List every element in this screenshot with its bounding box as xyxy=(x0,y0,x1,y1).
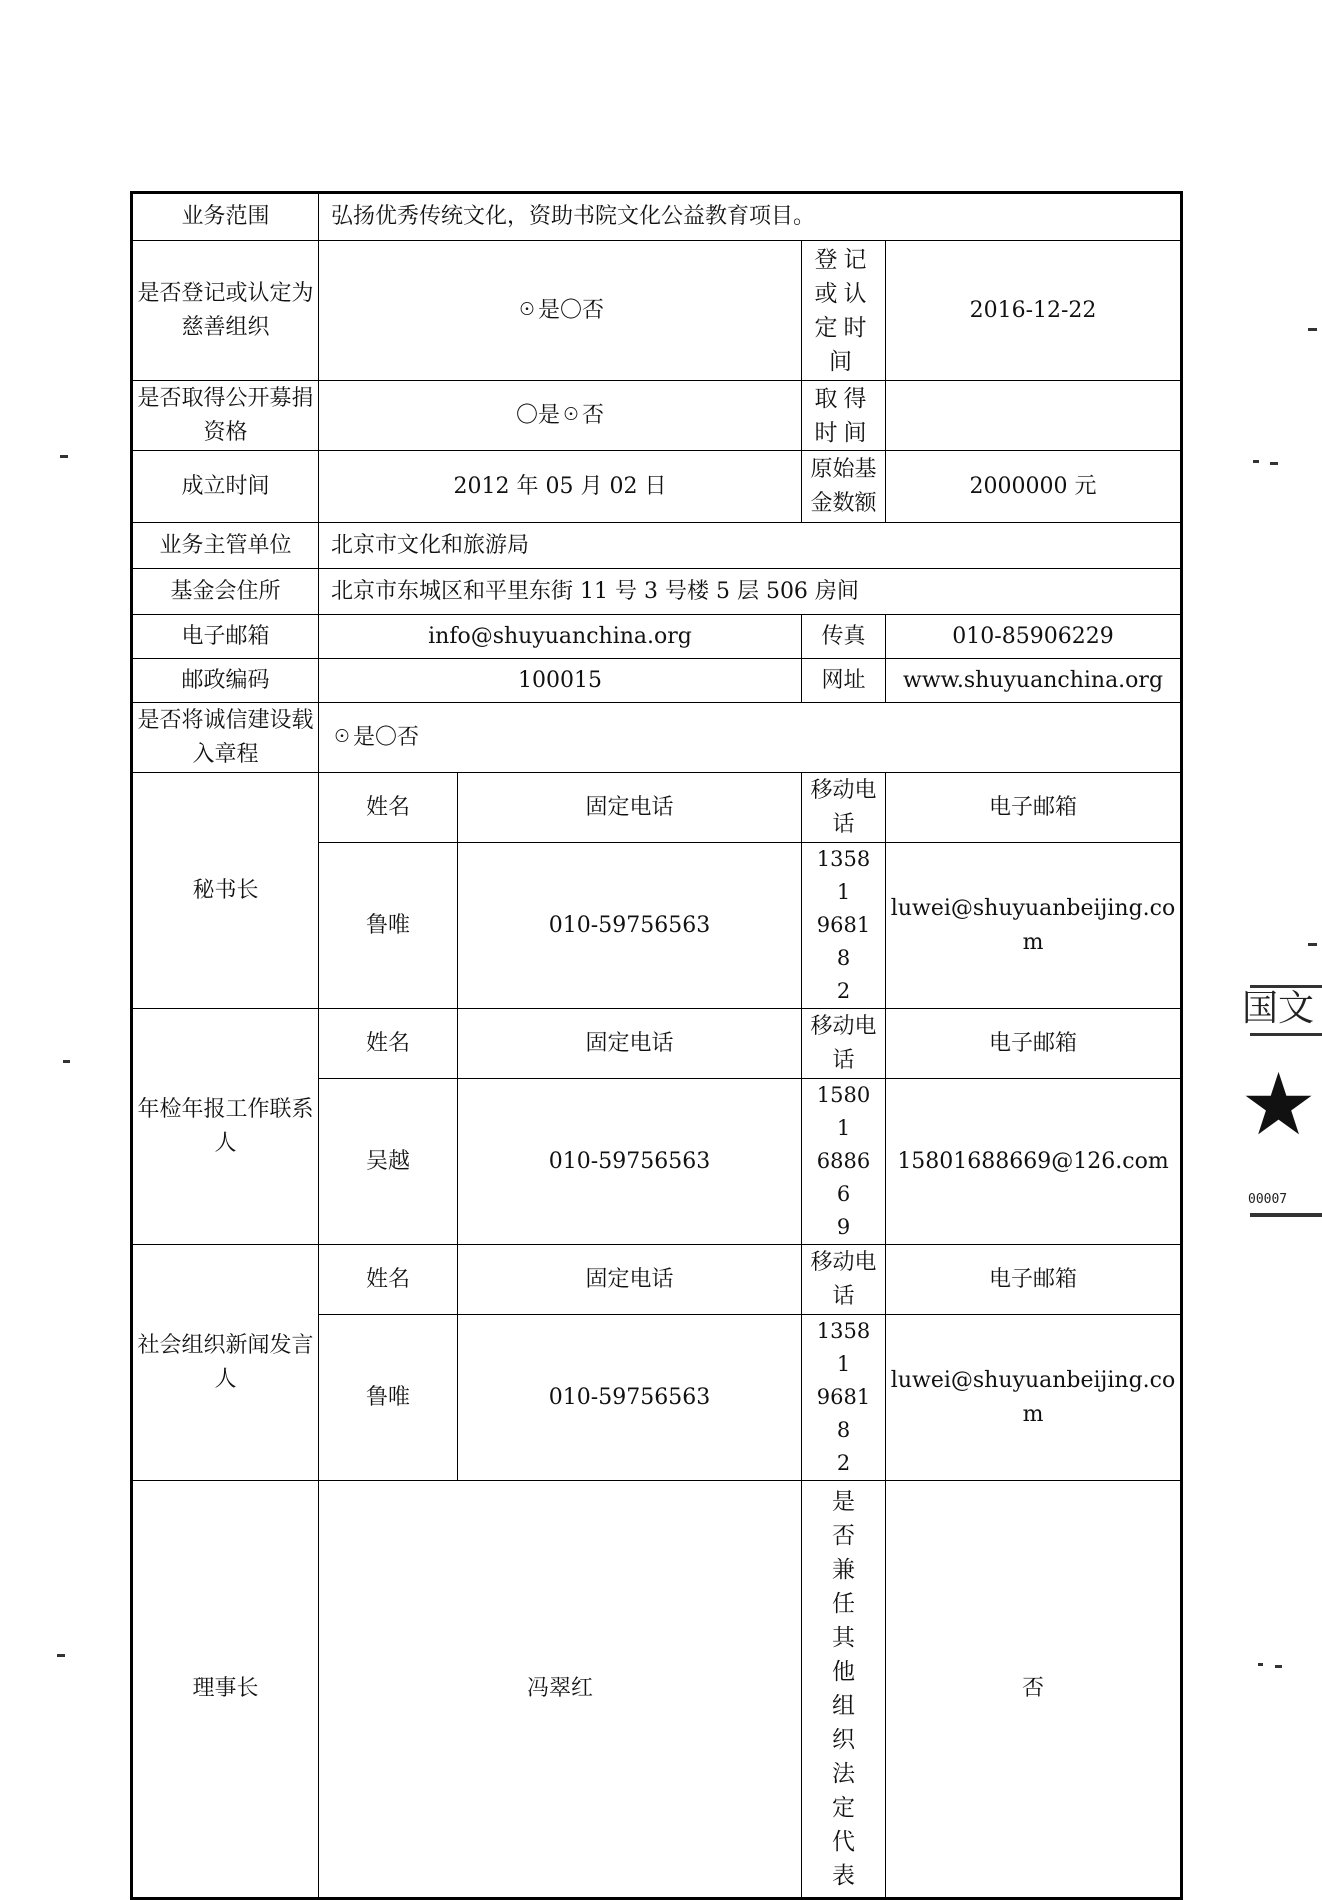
row-email-fax xyxy=(132,615,1182,659)
edge-scan-fragment xyxy=(1240,985,1322,1245)
name-header: 姓名 xyxy=(319,1009,458,1079)
public-fundraising-label: 是否取得公开募捐资格 xyxy=(132,381,319,451)
website-label: 网址 xyxy=(802,659,886,703)
edge-line xyxy=(1250,1033,1322,1036)
charity-date-value: 2016-12-22 xyxy=(886,241,1182,381)
integrity-label: 是否将诚信建设载入章程 xyxy=(132,703,319,773)
established-value: 2012 年 05 月 02 日 xyxy=(319,451,802,523)
mobile-line: 96818 xyxy=(816,1385,871,1442)
row-charity xyxy=(132,241,1182,381)
contact-phone: 010-59756563 xyxy=(458,843,802,1009)
business-scope-value: 弘扬优秀传统文化，资助书院文化公益教育项目。 xyxy=(319,193,1182,241)
contact-name: 鲁唯 xyxy=(319,843,458,1009)
contact-header-row xyxy=(132,1245,1182,1315)
name-header: 姓名 xyxy=(319,1245,458,1315)
row-business-scope xyxy=(132,193,1182,241)
edge-line xyxy=(1250,1213,1322,1217)
fax-label: 传真 xyxy=(802,615,886,659)
mobile-line: 13581 xyxy=(816,1319,871,1376)
star-icon: ★ xyxy=(1240,1055,1318,1155)
scan-speck xyxy=(1253,460,1259,463)
concurrent-label-char: 织 xyxy=(832,1727,855,1753)
contact-role: 社会组织新闻发言人 xyxy=(132,1245,319,1481)
original-fund-value: 2000000 元 xyxy=(886,451,1182,523)
scan-speck xyxy=(1275,1665,1282,1668)
concurrent-label-char: 否 xyxy=(832,1523,855,1549)
email-header: 电子邮箱 xyxy=(886,1009,1182,1079)
row-established xyxy=(132,451,1182,523)
row-address xyxy=(132,569,1182,615)
scan-speck xyxy=(1308,943,1317,946)
contact-mobile xyxy=(802,1315,886,1481)
website-value: www.shuyuanchina.org xyxy=(886,659,1182,703)
contact-mobile xyxy=(802,1079,886,1245)
phone-header: 固定电话 xyxy=(458,773,802,843)
concurrent-label xyxy=(802,1481,886,1899)
row-supervisor xyxy=(132,523,1182,569)
concurrent-label-text xyxy=(802,1485,885,1893)
mobile-line: 2 xyxy=(836,979,851,1003)
scan-speck xyxy=(1258,1663,1263,1666)
email-header: 电子邮箱 xyxy=(886,1245,1182,1315)
scan-speck xyxy=(60,455,68,458)
integrity-value: ☉是〇否 xyxy=(319,703,1182,773)
scan-speck xyxy=(1270,462,1278,465)
concurrent-label-char: 代 xyxy=(832,1829,855,1855)
contact-header-row xyxy=(132,773,1182,843)
foundation-info-form xyxy=(130,191,1180,1900)
chairman-name: 冯翠红 xyxy=(319,1481,802,1899)
postcode-label: 邮政编码 xyxy=(132,659,319,703)
postcode-value: 100015 xyxy=(319,659,802,703)
mobile-header: 移动电话 xyxy=(802,773,886,843)
mobile-line: 9 xyxy=(836,1215,851,1239)
public-fundraising-value: 〇是☉否 xyxy=(319,381,802,451)
charity-value: ☉是〇否 xyxy=(319,241,802,381)
business-scope-label: 业务范围 xyxy=(132,193,319,241)
contact-email: luwei@shuyuanbeijing.com xyxy=(886,1315,1182,1481)
fax-value: 010-85906229 xyxy=(886,615,1182,659)
contact-email: 15801688669@126.com xyxy=(886,1079,1182,1245)
contact-mobile xyxy=(802,843,886,1009)
chairman-label: 理事长 xyxy=(132,1481,319,1899)
concurrent-label-char: 表 xyxy=(832,1863,855,1889)
contact-name: 鲁唯 xyxy=(319,1315,458,1481)
contact-phone: 010-59756563 xyxy=(458,1079,802,1245)
concurrent-label-char: 其 xyxy=(832,1625,855,1651)
original-fund-label: 原始基金数额 xyxy=(802,451,886,523)
contact-phone: 010-59756563 xyxy=(458,1315,802,1481)
scan-speck xyxy=(63,1060,70,1063)
contact-role: 秘书长 xyxy=(132,773,319,1009)
address-label: 基金会住所 xyxy=(132,569,319,615)
edge-seal-text: 国文 xyxy=(1242,988,1315,1029)
obtain-time-label: 取得时间 xyxy=(802,381,886,451)
concurrent-label-char: 法 xyxy=(832,1761,855,1787)
concurrent-label-char: 任 xyxy=(832,1591,855,1617)
concurrent-label-char: 他 xyxy=(832,1659,855,1685)
phone-header: 固定电话 xyxy=(458,1009,802,1079)
charity-date-label: 登记或认定时间 xyxy=(802,241,886,381)
contact-name: 吴越 xyxy=(319,1079,458,1245)
charity-label: 是否登记或认定为慈善组织 xyxy=(132,241,319,381)
contact-email: luwei@shuyuanbeijing.com xyxy=(886,843,1182,1009)
mobile-line: 68866 xyxy=(816,1149,871,1206)
supervisor-label: 业务主管单位 xyxy=(132,523,319,569)
concurrent-label-char: 组 xyxy=(832,1693,855,1719)
email-value: info@shuyuanchina.org xyxy=(319,615,802,659)
scan-speck xyxy=(57,1654,65,1657)
mobile-line: 2 xyxy=(836,1451,851,1475)
concurrent-value: 否 xyxy=(886,1481,1182,1899)
concurrent-label-char: 是 xyxy=(832,1489,855,1515)
contact-role: 年检年报工作联系人 xyxy=(132,1009,319,1245)
mobile-line: 96818 xyxy=(816,913,871,970)
mobile-header: 移动电话 xyxy=(802,1009,886,1079)
phone-header: 固定电话 xyxy=(458,1245,802,1315)
row-integrity xyxy=(132,703,1182,773)
scan-speck xyxy=(1308,328,1317,331)
mobile-header: 移动电话 xyxy=(802,1245,886,1315)
obtain-time-value xyxy=(886,381,1182,451)
row-postcode-website xyxy=(132,659,1182,703)
row-public-fundraising xyxy=(132,381,1182,451)
contact-header-row xyxy=(132,1009,1182,1079)
address-value: 北京市东城区和平里东街 11 号 3 号楼 5 层 506 房间 xyxy=(319,569,1182,615)
supervisor-value: 北京市文化和旅游局 xyxy=(319,523,1182,569)
concurrent-label-char: 定 xyxy=(832,1795,855,1821)
edge-digits: 00007 xyxy=(1248,1192,1288,1207)
row-chairman xyxy=(132,1481,1182,1899)
email-label: 电子邮箱 xyxy=(132,615,319,659)
name-header: 姓名 xyxy=(319,773,458,843)
email-header: 电子邮箱 xyxy=(886,773,1182,843)
mobile-line: 15801 xyxy=(816,1083,871,1140)
concurrent-label-char: 兼 xyxy=(832,1557,855,1583)
mobile-line: 13581 xyxy=(816,847,871,904)
info-table xyxy=(130,191,1183,1900)
established-label: 成立时间 xyxy=(132,451,319,523)
